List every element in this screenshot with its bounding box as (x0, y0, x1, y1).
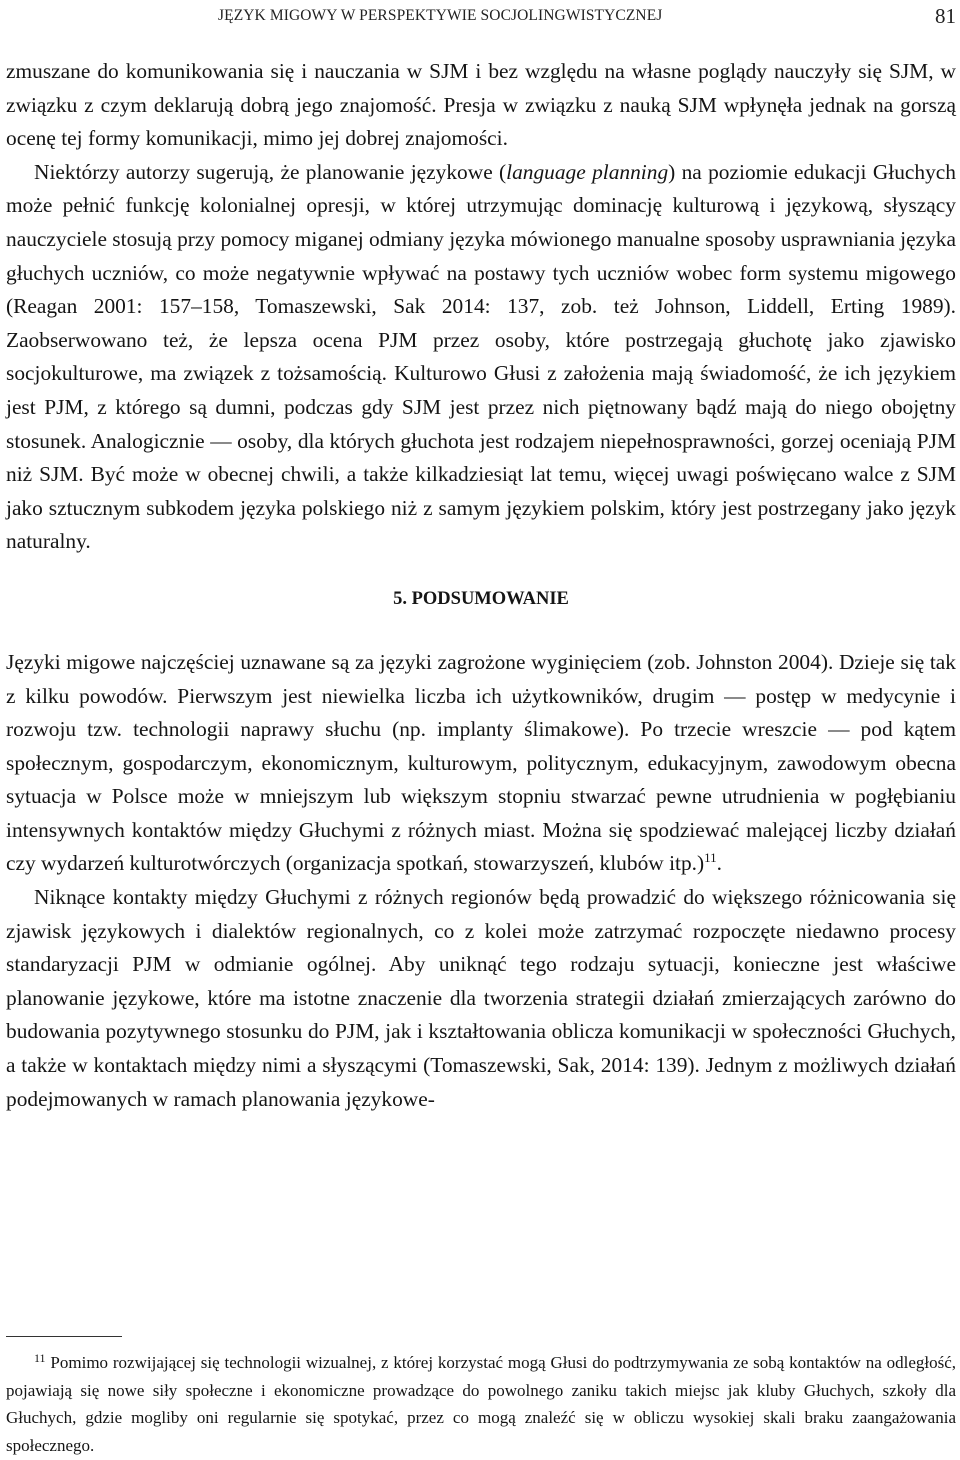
paragraph-regional-contacts: Niknące kontakty między Głuchymi z różnych regionów będą prowadzić do większego różnicowania się zjawisk językowych i dialektów regionalnych, co z kolei może zatrzymać rozpoczęte niedawno procesy standaryzacji PJM w odmianie ogólnej. Aby uniknąć tego rodzaju sytuacji, konieczne jest właściwe planowanie językowe, które ma istotne znaczenie dla tworzenia strategii działań zmierzających zarówno do budowania pozytywnego stosunku do PJM, jak i kształtowania oblicza komunikacji w społeczności Głuchych, a także w kontaktach między nimi a słyszącymi (Tomaszewski, Sak, 2014: 139). Jednym z możliwych działań podejmowanych w ramach planowania językowe- (6, 885, 956, 1111)
footnote (6, 1349, 956, 1459)
page-number: 81 (935, 4, 956, 28)
running-head (6, 4, 956, 30)
paragraph-text: Niektórzy autorzy sugerują, że planowanie językowe ( (34, 159, 507, 184)
paragraph-continued: zmuszane do komunikowania się i nauczania w SJM i bez względu na własne poglądy nauczyły się SJM, w związku z czym deklarują dobrą jego znajomość. Presja w związku z nauką SJM wpłynęła jednak na gorszą ocenę tej formy komunikacji, mimo jej dobrej znajomości. (6, 59, 956, 151)
footnote-divider (6, 1336, 122, 1337)
section-heading: 5. PODSUMOWANIE (393, 588, 569, 609)
paragraph-text: Języki migowe najczęściej uznawane są za języki zagrożone wyginięciem (zob. Johnston 2004). Dzieje się tak z kilku powodów. Pierwszym jest niewielka liczba ich użytkowników, drugim — postęp w medycynie i rozwoju tzw. technologii naprawy słuchu (np. implanty ślimakowe). Po trzecie wreszcie — pod kątem społecznym, gospodarczym, ekonomicznym, kulturowym, politycznym, edukacyjnym, zawodowym obecna sytuacja w Polsce może w mniejszym lub większym stopniu stwarzać pewne utrudnienia w pogłębianiu intensywnych kontaktów między Głuchymi z różnych miast. Można się spodziewać malejącej liczby działań czy wydarzeń kulturotwórczych (organizacja spotkań, stowarzyszeń, klubów itp.) (6, 649, 956, 876)
running-title: JĘZYK MIGOWY W PERSPEKTYWIE SOCJOLINGWISTYCZNEJ (218, 7, 663, 24)
footnote-number: 11 (34, 1351, 46, 1365)
footnote-text: Pomimo rozwijającej się technologii wizualnej, z której korzystać mogą Głusi do podtrzymywania ze sobą kontaktów na odległość, pojawiają się nowe siły społeczne i ekonomiczne prowadzące do powolnego zaniku takich miejsc jak kluby Głuchych, szkoły dla Głuchych, gdzie mogliby oni regularnie się spotykać, przez co mogą znaleźć się w obliczu wysokiej skali braku zaangażowania społecznego. (6, 1353, 957, 1455)
paragraph-text: . (716, 851, 723, 876)
paragraph-endangered-languages (6, 646, 956, 881)
italic-term: language planning (506, 159, 669, 184)
body-text (6, 55, 956, 1116)
paragraph-text: ) na poziomie edukacji Głuchych może pełnić funkcję kolonialnej opresji, w której utrzymując dominację kulturową i językową, słyszący nauczyciele stosują przy pomocy miganej odmiany języka mówionego manualne sposoby usprawniania języka głuchych uczniów, co może negatywnie wpływać na postawy tych uczniów wobec form systemu migowego (Reagan 2001: 157–158, Tomaszewski, Sak 2014: 137, zob. też Johnson, Liddell, Erting 1989). Zaobserwowano też, że lepsza ocena PJM przez osoby, które postrzegają głuchotę jako zjawisko socjokulturowe, ma związek z tożsamością. Kulturowo Głusi z założenia mają świadomość, że ich językiem jest PJM, z którego są dumni, podczas gdy SJM jest przez nich piętnowany bądź mają do niego obojętny stosunek. Analogicznie — osoby, dla których głuchota jest rodzajem niepełnosprawności, gorzej oceniają PJM niż SJM. Być może w obecnej chwili, a także kilkadziesiąt lat temu, więcej uwagi poświęcano walce z SJM jako sztucznym subkodem języka polskiego niż z samym językiem polskim, który jest postrzegany jako język naturalny. (6, 159, 956, 554)
footnote-reference[interactable]: 11 (704, 850, 717, 866)
paragraph-language-planning (6, 156, 956, 559)
